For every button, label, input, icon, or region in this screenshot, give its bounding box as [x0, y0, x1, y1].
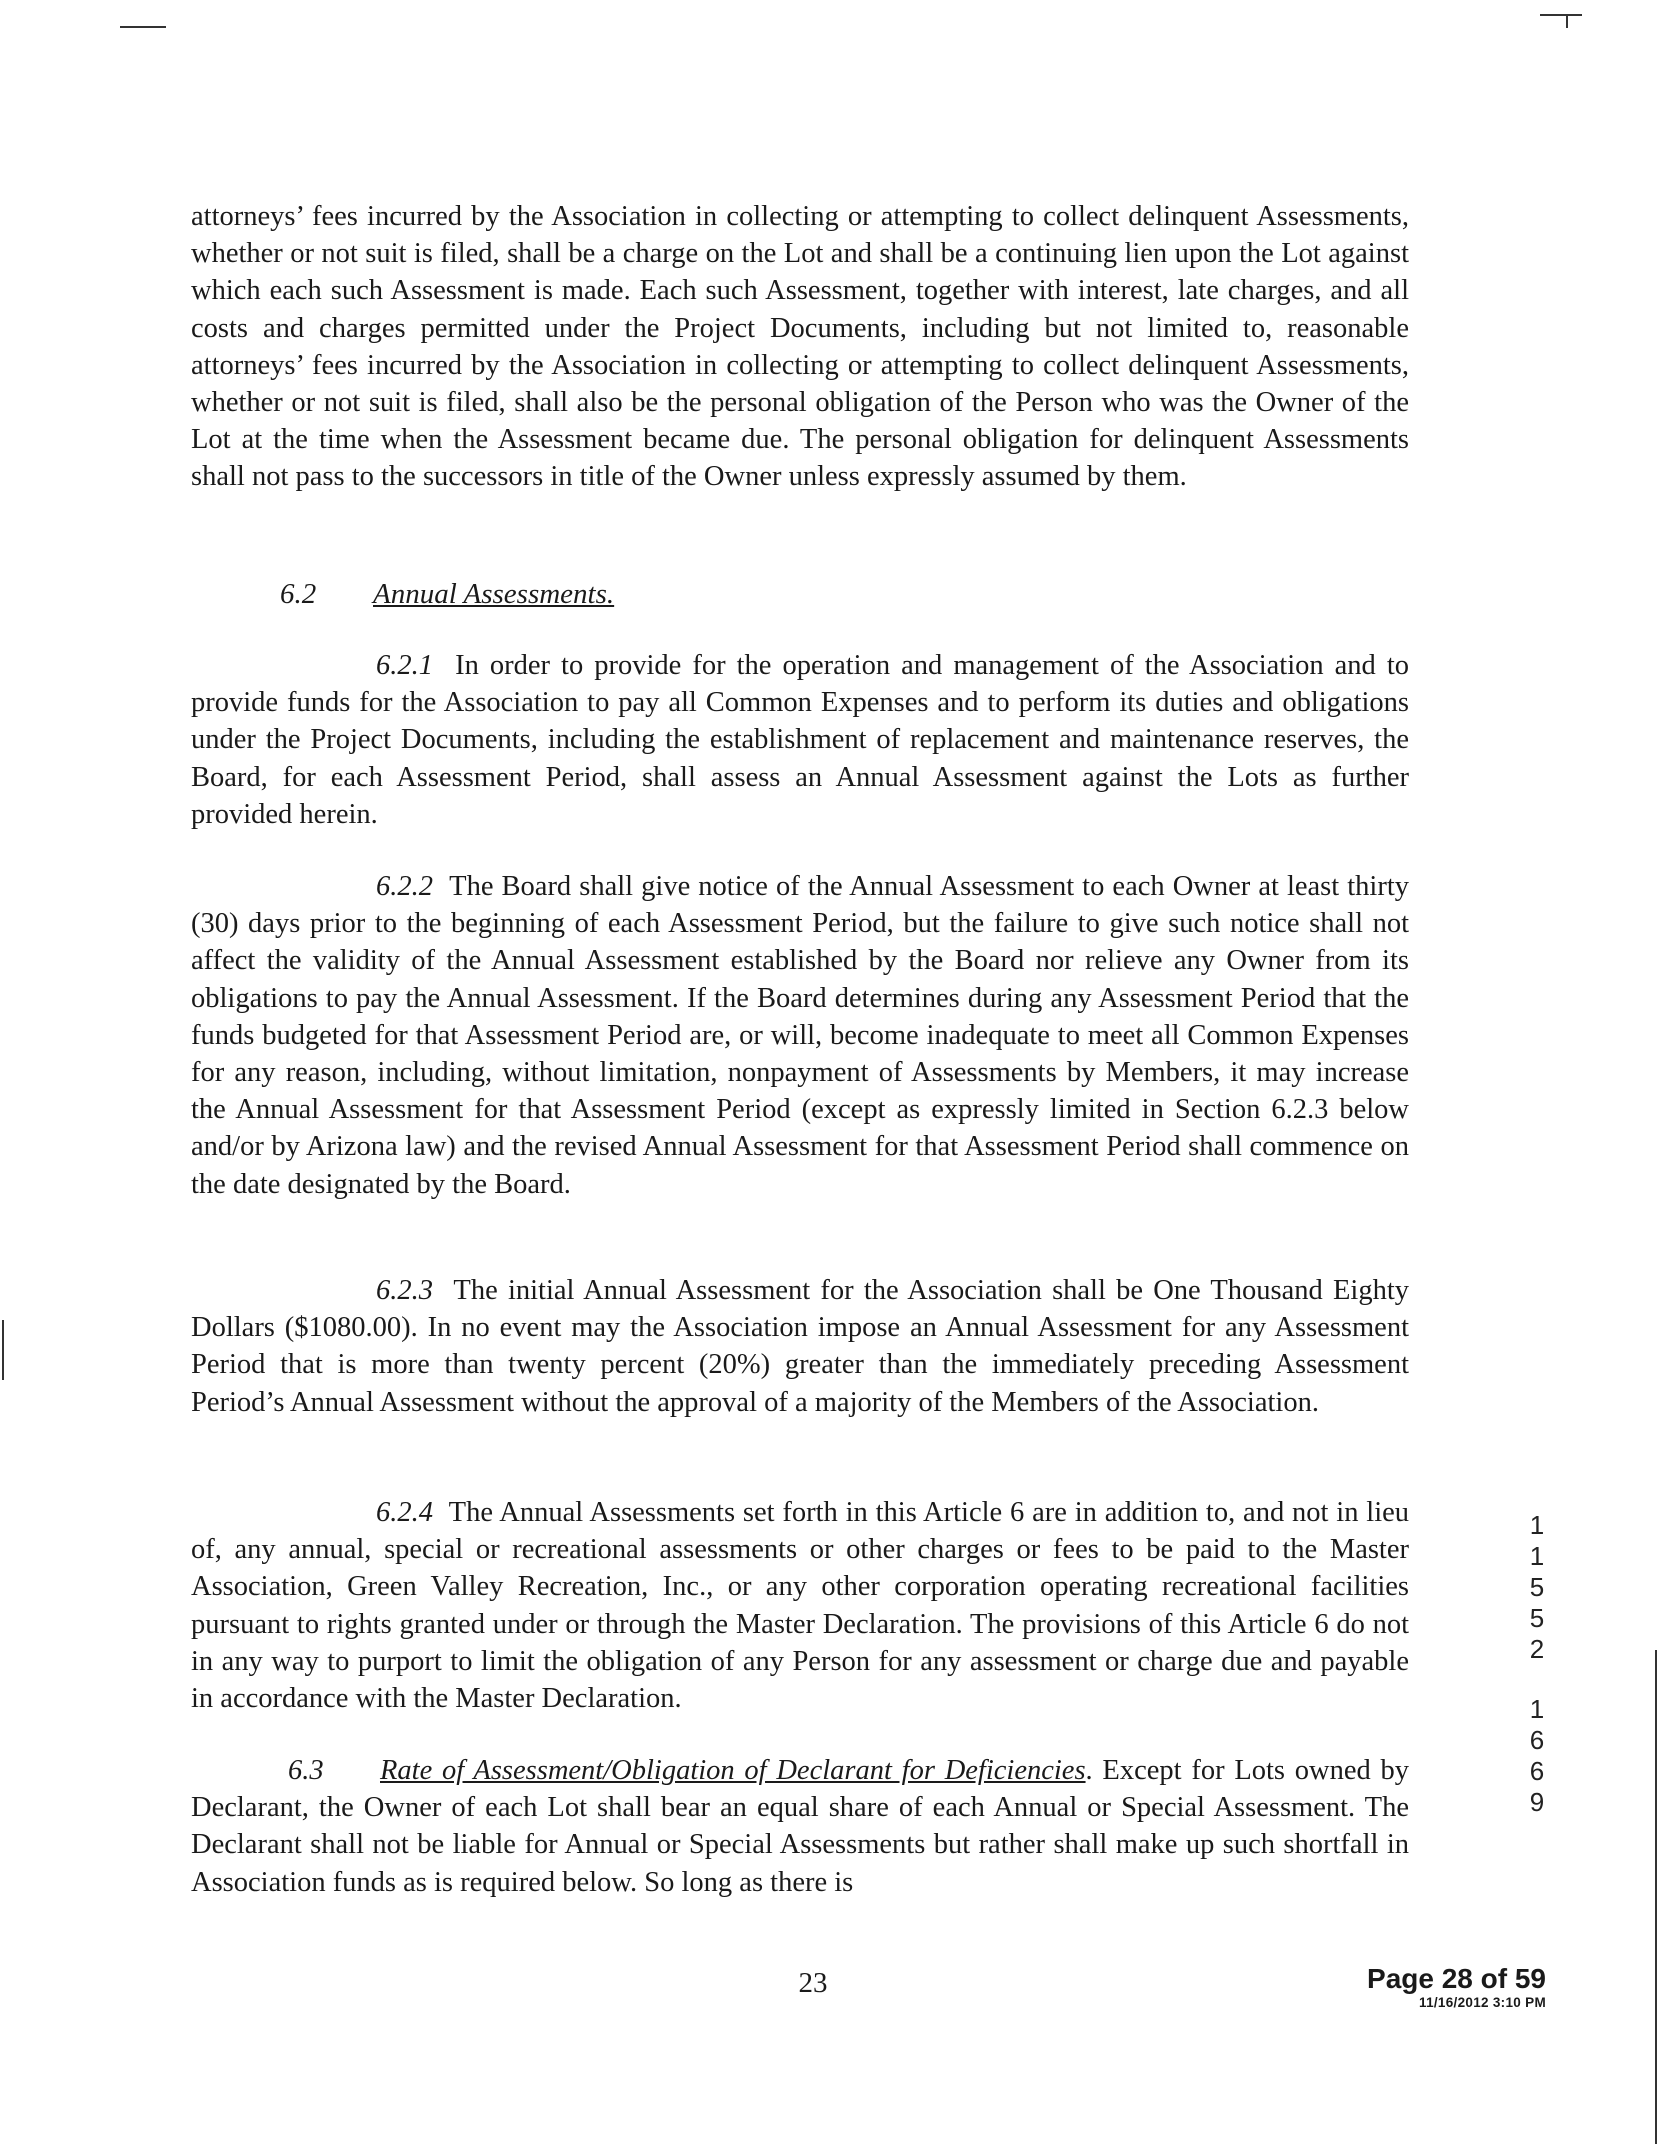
paragraph-6-2-3-text: The initial Annual Assessment for the Association shall be One Thousand Eighty Dollars ($1080.00). In no event may the Association impose an Annual Assessment for any Assessment Period that is more than twenty percent (20%) greater than the immediately preceding Assessment Period’s Annual Assessment without the approval of a majority of the Members of the Association.	[191, 1275, 1409, 1418]
recording-number-digit: 5	[1529, 1572, 1545, 1602]
section-6-3-title: Rate of Assessment/Obligation of Declarant for Deficiencies	[380, 1755, 1086, 1786]
stamp-page-count: Page 28 of 59	[1367, 1963, 1546, 1994]
scan-mark-top-right	[1540, 14, 1582, 16]
section-6-3-text: . Except for Lots owned by Declarant, the Owner of each Lot shall bear an equal share of each Annual or Special Assessment. The Declarant shall not be liable for Annual or Special Assessments but rather shall make up such shortfall in Association funds as is required below. So long as there is	[191, 1755, 1409, 1898]
scan-mark-top-right-tick	[1566, 14, 1568, 28]
paragraph-6-2-3-number: 6.2.3	[376, 1275, 433, 1306]
recording-number-digit: 1	[1529, 1541, 1545, 1571]
stamp-timestamp: 11/16/2012 3:10 PM	[1419, 1995, 1546, 2010]
paragraph-6-2-2-number: 6.2.2	[376, 871, 433, 902]
section-6-2-title: Annual Assessments.	[373, 578, 615, 610]
recording-number-digit: 9	[1529, 1787, 1545, 1817]
scan-edge-right	[1655, 1650, 1657, 2144]
scan-edge-left	[2, 1320, 4, 1380]
recording-number-digit: 6	[1529, 1725, 1545, 1755]
paragraph-6-2-1-text: In order to provide for the operation and management of the Association and to provide funds for the Association to pay all Common Expenses and to perform its duties and obligations under the Project Documents, including the establishment of replacement and maintenance reserves, the Board, for each Assessment Period, shall assess an Annual Assessment against the Lots as further provided herein.	[191, 650, 1410, 830]
paragraph-6-2-1-number: 6.2.1	[376, 650, 433, 681]
paragraph-6-2-3	[191, 1272, 1409, 1421]
recording-number-digit: 6	[1529, 1756, 1545, 1786]
paragraph-6-2-4	[191, 1494, 1409, 1717]
section-6-2-number: 6.2	[280, 578, 317, 610]
paragraph-6-2-4-number: 6.2.4	[376, 1497, 433, 1528]
paragraph-6-2-2	[191, 868, 1409, 1203]
paragraph-6-2-2-text: The Board shall give notice of the Annual Assessment to each Owner at least thirty (30) days prior to the beginning of each Assessment Period, but the failure to give such notice shall not affect the validity of the Annual Assessment established by the Board nor relieve any Owner from its obligations to pay the Annual Assessment. If the Board determines during any Assessment Period that the funds budgeted for that Assessment Period are, or will, become inadequate to meet all Common Expenses for any reason, including, without limitation, nonpayment of Assessments by Members, it may increase the Annual Assessment for that Assessment Period (except as expressly limited in Section 6.2.3 below and/or by Arizona law) and the revised Annual Assessment for that Assessment Period shall commence on the date designated by the Board.	[191, 871, 1409, 1200]
section-6-3-paragraph	[191, 1752, 1409, 1901]
page-number: 23	[798, 1967, 828, 1999]
paragraph-6-2-4-text: The Annual Assessments set forth in this Article 6 are in addition to, and not in lieu of, any annual, special or recreational assessments or other charges or fees to be paid to the Master Association, Green Valley Recreation, Inc., or any other corporation operating recreational facilities pursuant to rights granted under or through the Master Declaration. The provisions of this Article 6 do not in any way to purport to limit the obligation of any Person for any assessment or charge due and payable in accordance with the Master Declaration.	[191, 1497, 1410, 1715]
recording-number-digit: 2	[1529, 1634, 1545, 1664]
recording-number-digit: 1	[1529, 1510, 1545, 1540]
continuation-paragraph: attorneys’ fees incurred by the Association in collecting or attempting to collect delinquent Assessments, whether or not suit is filed, shall be a charge on the Lot and shall be a continuing lien upon the Lot against which each such Assessment is made. Each such Assessment, together with interest, late charges, and all costs and charges permitted under the Project Documents, including but not limited to, reasonable attorneys’ fees incurred by the Association in collecting or attempting to collect delinquent Assessments, whether or not suit is filed, shall also be the personal obligation of the Person who was the Owner of the Lot at the time when the Assessment became due. The personal obligation for delinquent Assessments shall not pass to the successors in title of the Owner unless expressly assumed by them.	[191, 201, 1409, 493]
recording-number-digit: 1	[1529, 1694, 1545, 1724]
recording-stamp	[1367, 1963, 1546, 2011]
section-6-3-number: 6.3	[288, 1755, 324, 1786]
section-6-2-heading	[280, 576, 614, 612]
recording-number-digit: 5	[1529, 1603, 1545, 1633]
scan-mark-top-left	[120, 26, 166, 28]
paragraph-6-2-1	[191, 647, 1409, 833]
